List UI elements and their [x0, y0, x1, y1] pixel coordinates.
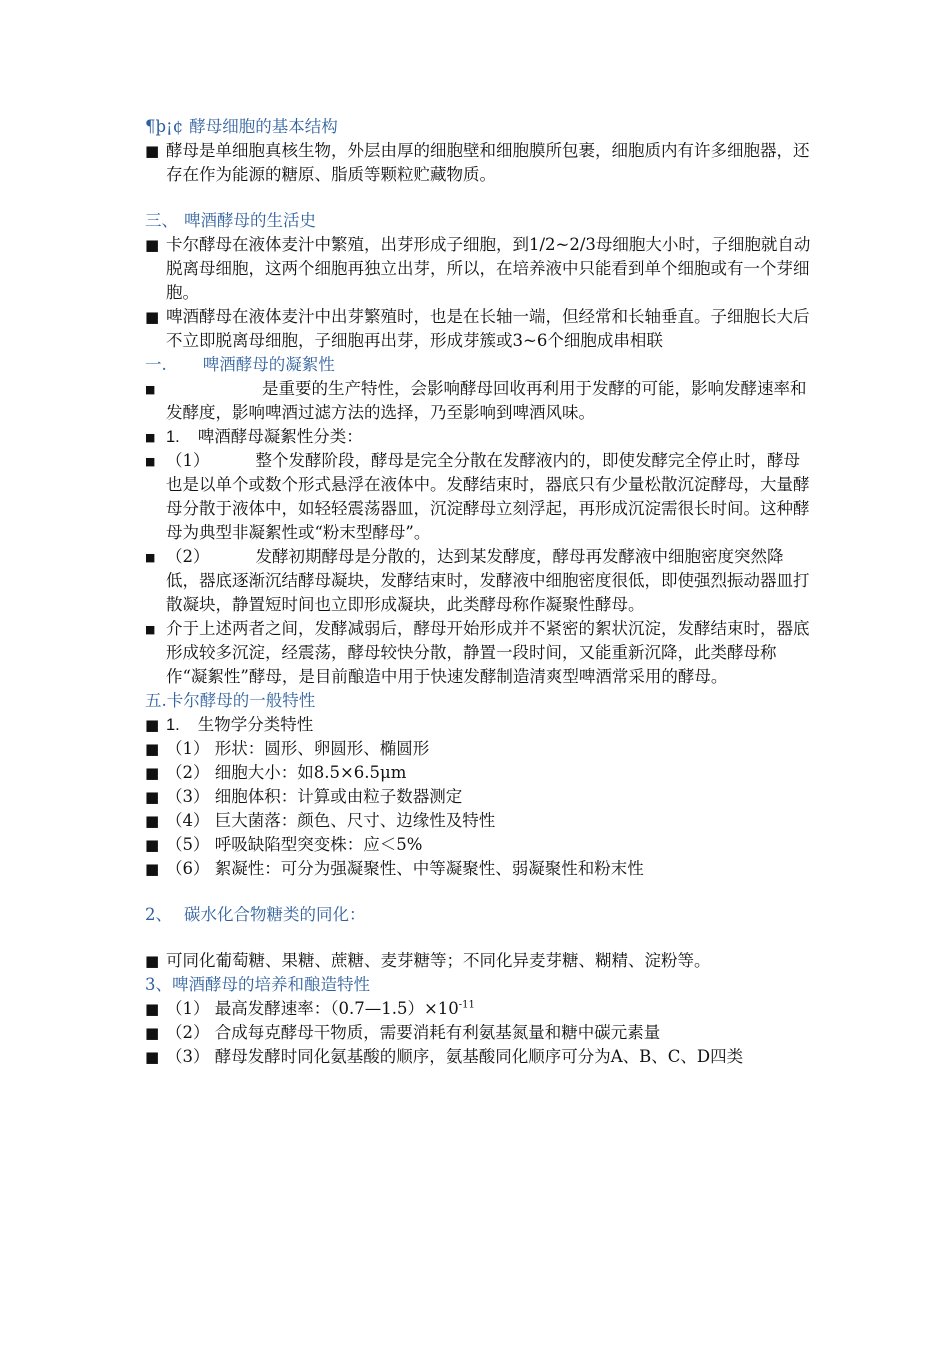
bullet-icon: ■ — [145, 551, 156, 564]
bullet-icon: ■ — [145, 764, 160, 782]
heading-title: 卡尔酵母的一般特性 — [166, 691, 316, 710]
section-heading — [145, 353, 815, 377]
bullet-icon: ■ — [145, 740, 160, 758]
heading-title: 碳水化合物糖类的同化： — [184, 905, 366, 924]
exponent: -11 — [458, 999, 475, 1011]
bullet-icon: ■ — [145, 716, 160, 734]
bullet-item — [145, 761, 815, 785]
item-text: 卡尔酵母在液体麦汁中繁殖，出芽形成子细胞，到1/2~2/3母细胞大小时，子细胞就自动脱离母细胞，这两个细胞再独立出芽，所以，在培养液中只能看到单个细胞或有一个芽细胞。 — [166, 235, 811, 302]
item-number: 1. — [166, 428, 180, 446]
bullet-icon: ■ — [145, 952, 160, 970]
bullet-icon: ■ — [145, 431, 156, 444]
heading-prefix: 一. — [145, 355, 167, 374]
bullet-icon: ■ — [145, 1000, 160, 1018]
heading-prefix: 三、 — [145, 211, 178, 230]
bullet-icon: ■ — [145, 308, 160, 326]
bullet-icon: ■ — [145, 812, 160, 830]
bullet-item — [145, 449, 815, 545]
item-text: （2） 合成每克酵母干物质，需要消耗有利氨基氮量和糖中碳元素量 — [166, 1023, 661, 1042]
item-number: 1. — [166, 716, 180, 734]
item-text: 可同化葡萄糖、果糖、蔗糖、麦芽糖等；不同化异麦芽糖、糊精、淀粉等。 — [166, 951, 711, 970]
bullet-icon: ■ — [145, 236, 160, 254]
bullet-icon: ■ — [145, 383, 156, 396]
item-text: 啤酒酵母在液体麦汁中出芽繁殖时，也是在长轴一端，但经常和长轴垂直。子细胞长大后不立即脱离母细胞，子细胞再出芽，形成芽簇或3~6个细胞成串相联 — [166, 307, 810, 350]
bullet-icon: ■ — [145, 623, 156, 636]
item-text: （3） 细胞体积：计算或由粒子数器测定 — [166, 787, 463, 806]
item-text: （4） 巨大菌落：颜色、尺寸、边缘性及特性 — [166, 811, 496, 830]
bullet-item — [145, 713, 815, 737]
item-text: 生物学分类特性 — [197, 715, 314, 734]
bullet-item — [145, 233, 815, 305]
heading-prefix: 3、 — [145, 975, 172, 994]
bullet-item — [145, 545, 815, 617]
bullet-icon: ■ — [145, 1024, 160, 1042]
section-heading — [145, 689, 815, 713]
item-text: 发酵初期酵母是分散的，达到某发酵度，酵母再发酵液中细胞密度突然降低，器底逐渐沉结酵母凝块，发酵结束时，发酵液中细胞密度很低，即使强烈振动器皿打散凝块，静置短时间也立即形成凝块，此类酵母称作凝聚性酵母。 — [166, 547, 810, 614]
bullet-item — [145, 857, 815, 881]
heading-title: 啤酒酵母的凝絮性 — [202, 355, 335, 374]
item-text: （6） 絮凝性：可分为强凝聚性、中等凝聚性、弱凝聚性和粉末性 — [166, 859, 644, 878]
bullet-item — [145, 425, 815, 449]
item-text: 酵母是单细胞真核生物，外层由厚的细胞壁和细胞膜所包裹，细胞质内有许多细胞器，还存在作为能源的糖原、脂质等颗粒贮藏物质。 — [166, 141, 810, 184]
bullet-item — [145, 305, 815, 353]
bullet-icon: ■ — [145, 788, 160, 806]
heading-prefix: ¶þ¡¢ — [145, 117, 184, 136]
item-number: （1） — [166, 451, 210, 470]
bullet-item — [145, 949, 815, 973]
item-text: （3） 酵母发酵时同化氨基酸的顺序，氨基酸同化顺序可分为A、B、C、D四类 — [166, 1047, 744, 1066]
heading-title: 酵母细胞的基本结构 — [189, 117, 338, 136]
item-text: （2） 细胞大小：如8.5×6.5μm — [166, 763, 407, 782]
bullet-item — [145, 833, 815, 857]
bullet-icon: ■ — [145, 142, 160, 160]
heading-prefix: 2、 — [145, 905, 172, 924]
item-text: （1） 形状：圆形、卵圆形、椭圆形 — [166, 739, 430, 758]
bullet-item — [145, 1045, 815, 1069]
document-page — [145, 115, 815, 1069]
bullet-item — [145, 139, 815, 187]
bullet-item — [145, 737, 815, 761]
item-text: （5） 呼吸缺陷型突变株：应＜5% — [166, 835, 423, 854]
bullet-item — [145, 785, 815, 809]
section-heading — [145, 209, 815, 233]
bullet-icon: ■ — [145, 860, 160, 878]
bullet-icon: ■ — [145, 836, 160, 854]
item-text: （1） 最高发酵速率：（0.7—1.5）×10 — [166, 999, 459, 1018]
bullet-item — [145, 997, 815, 1021]
bullet-item — [145, 809, 815, 833]
heading-title: 啤酒酵母的生活史 — [184, 211, 316, 230]
item-text: 整个发酵阶段，酵母是完全分散在发酵液内的，即使发酵完全停止时，酵母也是以单个或数个形式悬浮在液体中。发酵结束时，器底只有少量松散沉淀酵母，大量酵母分散于液体中，如轻轻震荡器皿，沉淀酵母立刻浮起，再形成沉淀需很长时间。这种酵母为典型非凝絮性或“粉末型酵母”。 — [166, 451, 810, 542]
bullet-icon: ■ — [145, 1048, 160, 1066]
item-number: （2） — [166, 547, 210, 566]
item-text: 介于上述两者之间，发酵减弱后，酵母开始形成并不紧密的絮状沉淀，发酵结束时，器底形成较多沉淀，经震荡，酵母较快分散，静置一段时间，又能重新沉降，此类酵母称作“凝絮性”酵母，是目前酿造中用于快速发酵制造清爽型啤酒常采用的酵母。 — [166, 619, 810, 686]
item-text: 啤酒酵母凝絮性分类： — [197, 427, 363, 446]
section-heading — [145, 115, 815, 139]
bullet-item — [145, 1021, 815, 1045]
heading-prefix: 五. — [145, 691, 167, 710]
item-text: 是重要的生产特性，会影响酵母回收再利用于发酵的可能，影响发酵速率和发酵度，影响啤酒过滤方法的选择，乃至影响到啤酒风味。 — [166, 379, 807, 422]
section-heading — [145, 903, 815, 927]
bullet-item — [145, 617, 815, 689]
bullet-icon: ■ — [145, 455, 156, 468]
bullet-item — [145, 377, 815, 425]
section-heading — [145, 973, 815, 997]
heading-title: 啤酒酵母的培养和酿造特性 — [172, 975, 370, 994]
